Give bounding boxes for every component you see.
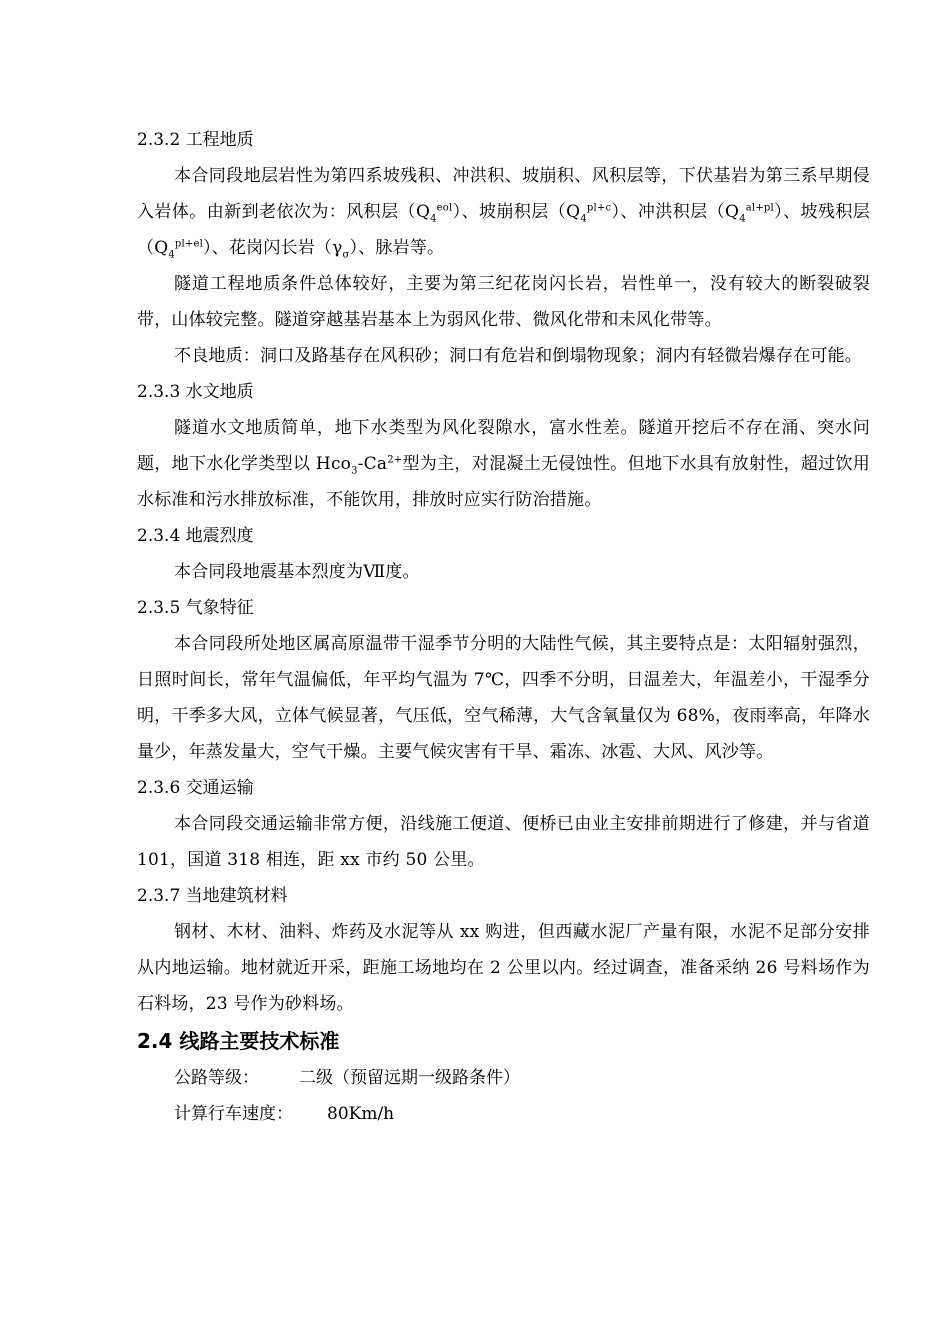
grade-value: 二级（预留远期一级路条件） (299, 1068, 520, 1088)
speed-label: 计算行车速度： (174, 1104, 293, 1124)
paragraph-hydrogeology: 隧道水文地质简单，地下水类型为风化裂隙水，富水性差。隧道开挖后不存在涌、突水问题，地下水化学类型以 $Hco_3-Ca^{2+}$型为主，对混凝土无侵蚀性。但地下水具有放射性，超过饮用水标准和污水排放标准，不能饮用，排放时应实行防治措施。 (137, 418, 870, 510)
paragraph-seismic: 本合同段地震基本烈度为Ⅶ度。 (174, 562, 420, 582)
speed-value: 80Km/h (327, 1104, 395, 1124)
paragraph-transport: 本合同段交通运输非常方便，沿线施工便道、便桥已由业主安排前期进行了修建，并与省道 101，国道 318 相连，距 xx 市约 50 公里。 (137, 814, 870, 870)
heading-2-4: 2.4 线路主要技术标准 (137, 1029, 340, 1053)
paragraph-climate: 本合同段所处地区属高原温带干湿季节分明的大陆性气候，其主要特点是：太阳辐射强烈，日照时间长，常年气温偏低，年平均气温为 7℃，四季不分明，日温差大，年温差小，干湿季分明，干季多大风，立体气候显著，气压低，空气稀薄，大气含氧量仅为 68%，夜雨率高，年降水量少，年蒸发量大，空气干燥。主要气候灾害有干旱、霜冻、冰雹、大风、风沙等。 (137, 634, 870, 762)
paragraph-geology-adverse: 不良地质：洞口及路基存在风积砂；洞口有危岩和倒塌物现象；洞内有轻微岩爆存在可能。 (174, 346, 862, 366)
paragraph-geology-tunnel: 隧道工程地质条件总体较好，主要为第三纪花岗闪长岩，岩性单一，没有较大的断裂破裂带，山体较完整。隧道穿越基岩基本上为弱风化带、微风化带和未风化带等。 (137, 274, 870, 330)
heading-2-3-5: 2.3.5 气象特征 (137, 598, 254, 618)
heading-2-3-6: 2.3.6 交通运输 (137, 778, 254, 798)
paragraph-geology-strata: 本合同段地层岩性为第四系坡残积、冲洪积、坡崩积、风积层等，下伏基岩为第三系早期侵入岩体。由新到老依次为：风积层$(Q_4^{eol})$、坡崩积层$(Q_4^{pl+c})$、冲洪积层$(Q_4^{al+pl})$、坡残积层$(Q_4^{pl+el})$、花岗闪长岩$(\gamma_\sigma)$、脉岩等。 (137, 166, 871, 261)
document-body (137, 122, 870, 1132)
heading-2-3-3: 2.3.3 水文地质 (137, 382, 254, 402)
paragraph-materials: 钢材、木材、油料、炸药及水泥等从 xx 购进，但西藏水泥厂产量有限，水泥不足部分安排从内地运输。地材就近开采，距施工场地均在 2 公里以内。经过调查，准备采纳 26 号料场作为石料场，23 号作为砂料场。 (137, 922, 870, 1014)
heading-2-3-2: 2.3.2 工程地质 (137, 130, 254, 150)
heading-2-3-4: 2.3.4 地震烈度 (137, 526, 254, 546)
heading-2-3-7: 2.3.7 当地建筑材料 (137, 886, 288, 906)
standard-row-grade (137, 1060, 870, 1096)
grade-label: 公路等级： (174, 1068, 259, 1088)
standard-row-speed (137, 1096, 870, 1132)
